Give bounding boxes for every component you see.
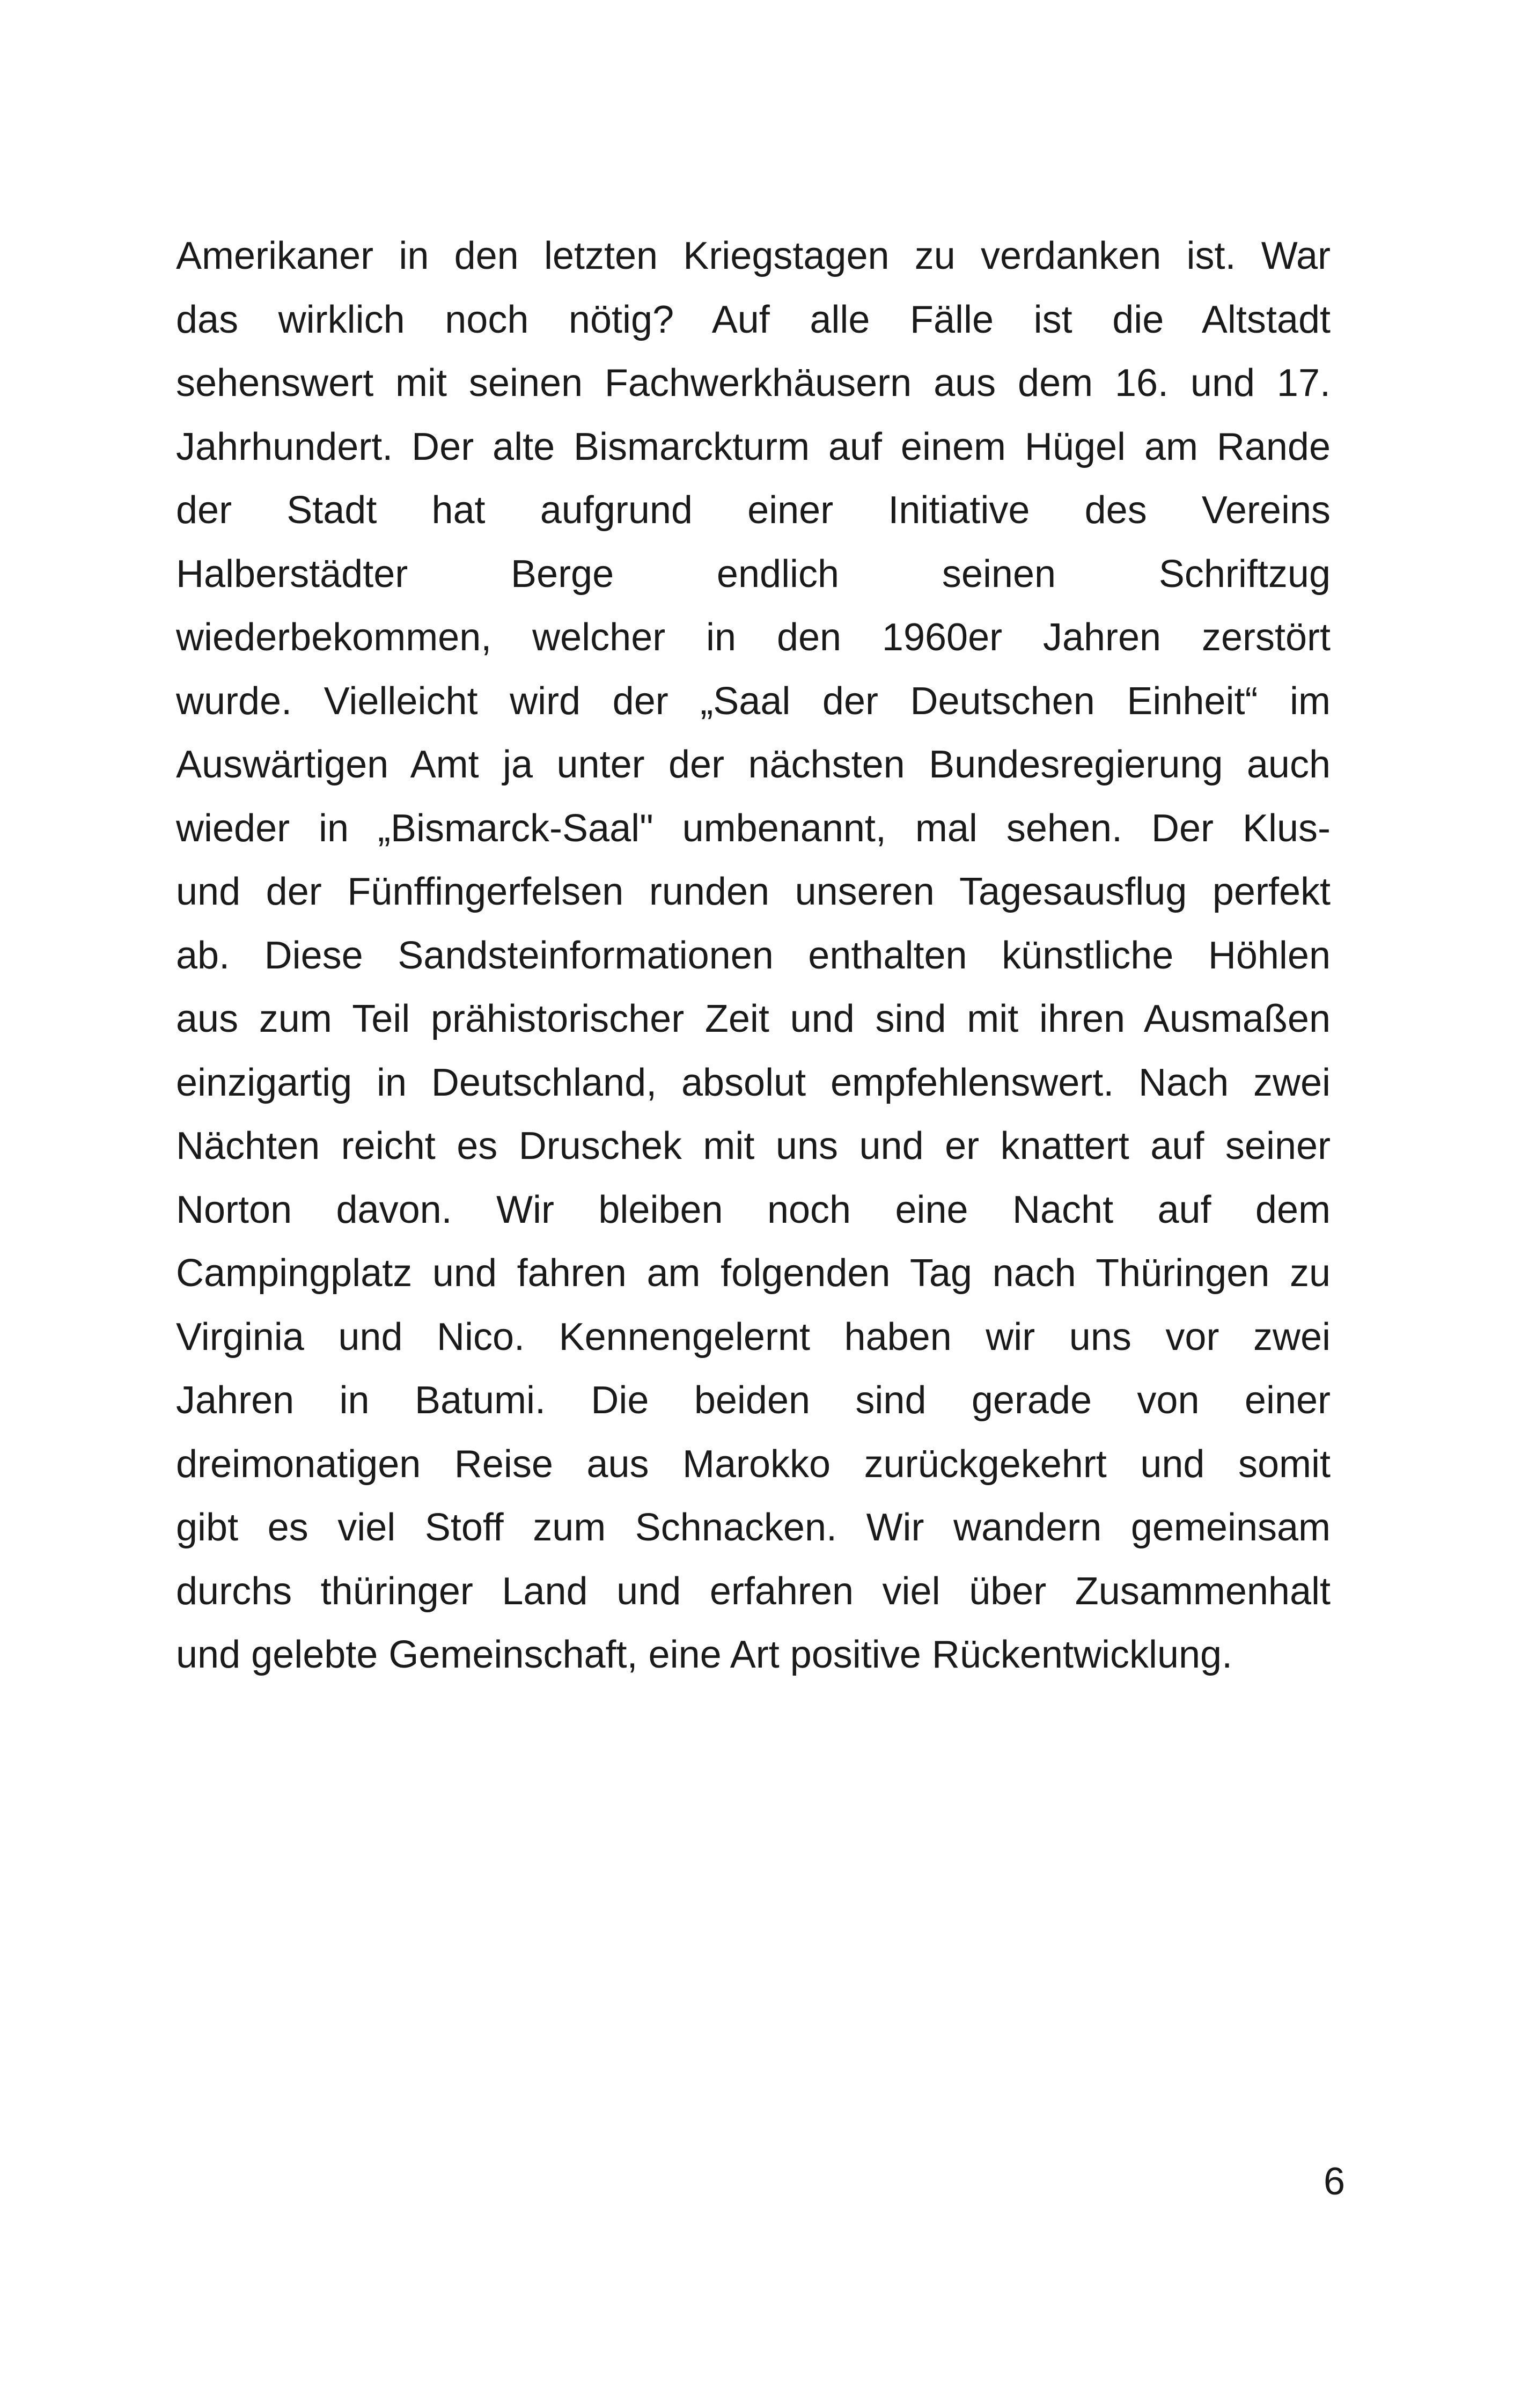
text-line-9: Auswärtigen Amt ja unter der nächsten Bundesregierung auch [176,743,1331,786]
text-line-19: Jahren in Batumi. Die beiden sind gerade von einer [176,1379,1331,1422]
text-line-22: durchs thüringer Land und erfahren viel über Zusammenhalt [176,1569,1331,1613]
text-line-17: Campingplatz und fahren am folgenden Tag nach Thüringen zu [176,1252,1331,1295]
text-line-4: Jahrhundert. Der alte Bismarckturm auf einem Hügel am Rande [176,425,1331,468]
text-line-1: Amerikaner in den letzten Kriegstagen zu verdanken ist. War [176,234,1331,277]
text-line-13: aus zum Teil prähistorischer Zeit und sind mit ihren Ausmaßen [176,997,1331,1040]
text-line-18: Virginia und Nico. Kennengelernt haben wir uns vor zwei [176,1315,1331,1359]
text-line-6: Halberstädter Berge endlich seinen Schriftzug [176,552,1331,596]
text-line-7: wiederbekommen, welcher in den 1960er Jahren zerstört [176,616,1331,659]
text-line-23: und gelebte Gemeinschaft, eine Art positive Rückentwicklung. [176,1633,1233,1676]
text-line-3: sehenswert mit seinen Fachwerkhäusern aus dem 16. und 17. [176,362,1331,405]
text-line-20: dreimonatigen Reise aus Marokko zurückgekehrt und somit [176,1442,1331,1486]
text-line-21: gibt es viel Stoff zum Schnacken. Wir wandern gemeinsam [176,1506,1331,1549]
text-line-15: Nächten reicht es Druschek mit uns und er knattert auf seiner [176,1125,1331,1168]
text-line-2: das wirklich noch nötig? Auf alle Fälle ist die Altstadt [176,298,1331,341]
text-line-11: und der Fünffingerfelsen runden unseren Tagesausflug perfekt [176,870,1331,913]
text-line-8: wurde. Vielleicht wird der „Saal der Deutschen Einheit“ im [176,679,1331,723]
text-line-10: wieder in „Bismarck-Saal" umbenannt, mal sehen. Der Klus- [176,806,1331,850]
text-line-16: Norton davon. Wir bleiben noch eine Nacht auf dem [176,1188,1331,1231]
page-number: 6 [1323,2160,1345,2203]
body-paragraph [176,224,1331,1687]
text-line-5: der Stadt hat aufgrund einer Initiative des Vereins [176,489,1331,532]
text-line-12: ab. Diese Sandsteinformationen enthalten künstliche Höhlen [176,934,1331,977]
text-line-14: einzigartig in Deutschland, absolut empfehlenswert. Nach zwei [176,1061,1331,1104]
